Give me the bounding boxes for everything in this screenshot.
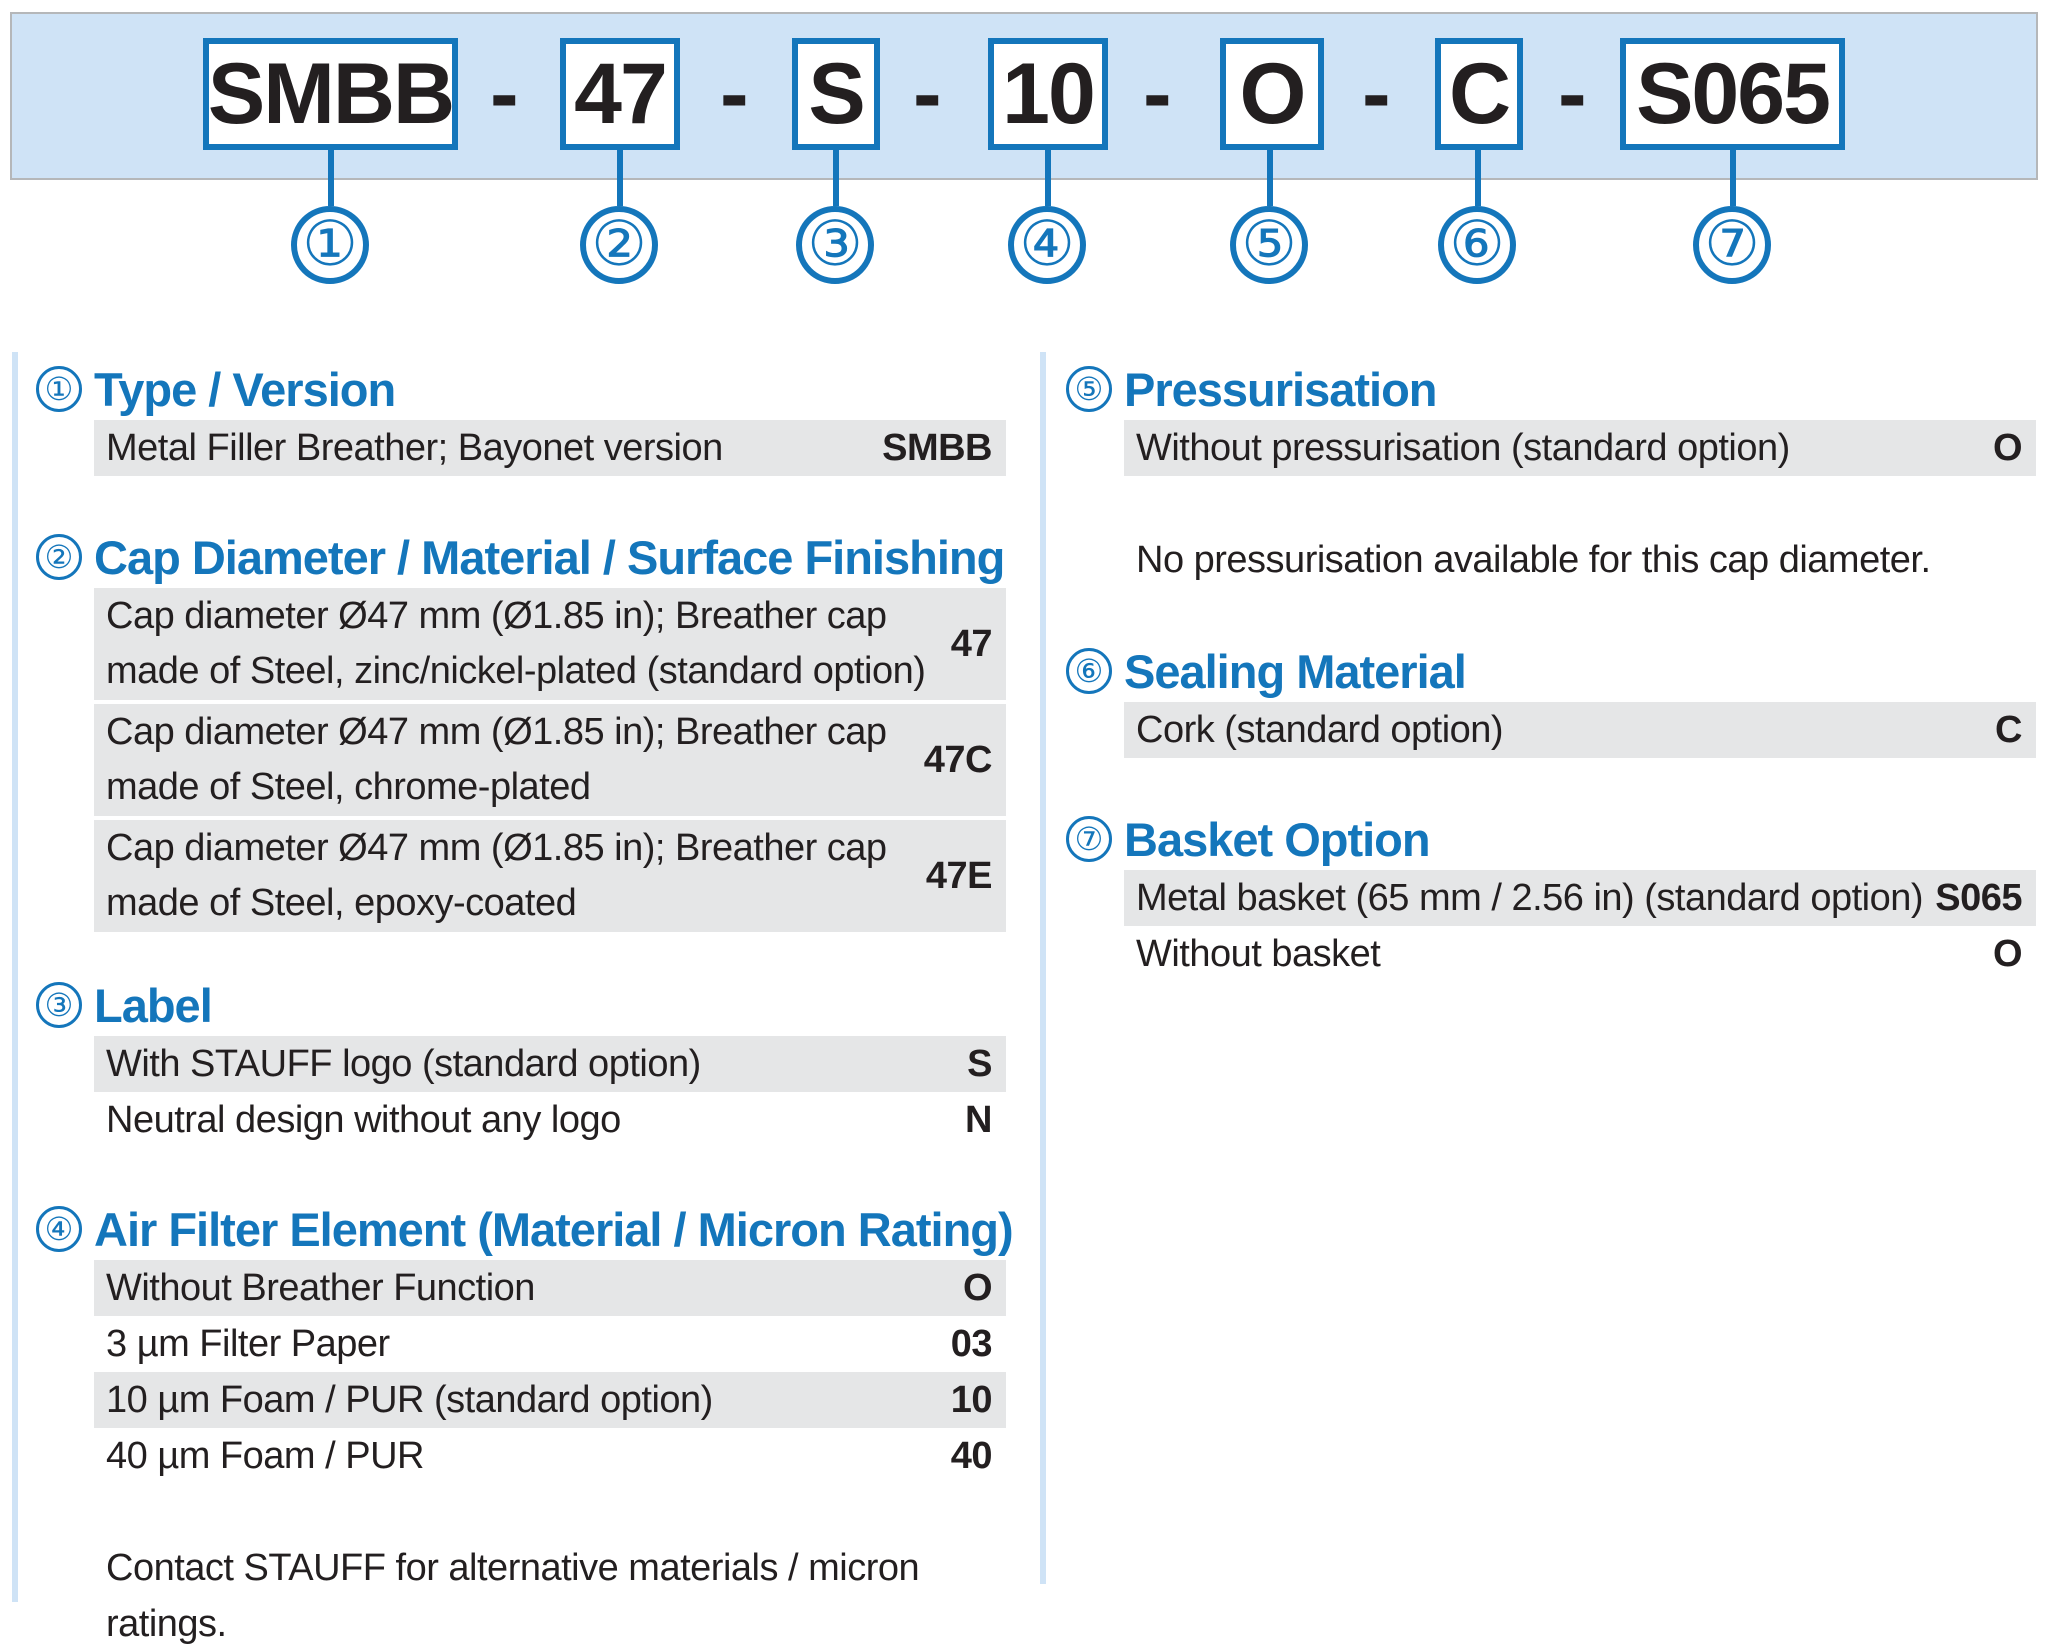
code-marker-5: ⑤ bbox=[1230, 206, 1308, 284]
option-rows bbox=[94, 420, 1006, 476]
option-description: Cap diameter Ø47 mm (Ø1.85 in); Breather cap made of Steel, chrome-plated bbox=[106, 711, 887, 808]
code-box-filter bbox=[988, 38, 1108, 150]
section-marker: ② bbox=[36, 534, 82, 580]
code-segment-cap: 47 bbox=[574, 45, 666, 142]
option-description: Cap diameter Ø47 mm (Ø1.85 in); Breather cap made of Steel, epoxy-coated bbox=[106, 827, 887, 924]
option-description: 40 µm Foam / PUR bbox=[106, 1434, 424, 1477]
option-rows bbox=[94, 588, 1006, 932]
code-connector bbox=[617, 148, 623, 206]
section-basket-option bbox=[1066, 808, 2036, 982]
option-description: Without pressurisation (standard option) bbox=[1136, 426, 1790, 469]
section-header bbox=[36, 526, 1006, 588]
section-header bbox=[1066, 640, 2036, 702]
section-marker: ⑦ bbox=[1066, 816, 1112, 862]
option-row bbox=[1124, 420, 2036, 476]
option-code: O bbox=[1992, 932, 2022, 975]
section-title: Sealing Material bbox=[1124, 644, 1466, 698]
option-code: 47C bbox=[923, 738, 992, 781]
option-description: Cork (standard option) bbox=[1136, 708, 1504, 751]
code-separator: - bbox=[1362, 46, 1391, 142]
option-code: 47E bbox=[925, 854, 992, 897]
code-segment-type: SMBB bbox=[207, 45, 454, 142]
right-column-rule bbox=[1040, 352, 1046, 1584]
option-description: Metal Filler Breather; Bayonet version bbox=[106, 426, 723, 469]
option-rows bbox=[1124, 420, 2036, 476]
option-row bbox=[94, 1036, 1006, 1092]
option-code: C bbox=[1995, 708, 2022, 751]
code-connector bbox=[833, 148, 839, 206]
section-sealing-material bbox=[1066, 640, 2036, 758]
section-header bbox=[36, 1198, 1013, 1260]
code-marker-2: ② bbox=[580, 206, 658, 284]
option-rows bbox=[1124, 870, 2036, 982]
section-air-filter bbox=[36, 1198, 1013, 1484]
code-segment-pressurisation: O bbox=[1239, 45, 1305, 142]
option-description: 10 µm Foam / PUR (standard option) bbox=[106, 1378, 713, 1421]
option-code: 40 bbox=[950, 1434, 992, 1477]
option-row bbox=[94, 1372, 1006, 1428]
section-type-version bbox=[36, 358, 1006, 476]
section-pressurisation bbox=[1066, 358, 2036, 476]
option-description: Without basket bbox=[1136, 932, 1381, 975]
option-description: Neutral design without any logo bbox=[106, 1098, 621, 1141]
section-title: Label bbox=[94, 978, 212, 1032]
section-title: Cap Diameter / Material / Surface Finishing bbox=[94, 530, 1005, 584]
option-code: 10 bbox=[950, 1378, 992, 1421]
option-row bbox=[94, 420, 1006, 476]
option-description: 3 µm Filter Paper bbox=[106, 1322, 390, 1365]
code-box-basket bbox=[1620, 38, 1845, 150]
code-box-cap bbox=[560, 38, 680, 150]
option-description: Without Breather Function bbox=[106, 1266, 535, 1309]
filter-note: Contact STAUFF for alternative materials / micron ratings. bbox=[106, 1547, 920, 1645]
code-marker-7: ⑦ bbox=[1693, 206, 1771, 284]
section-marker: ⑥ bbox=[1066, 648, 1112, 694]
option-rows bbox=[94, 1260, 1006, 1484]
option-row bbox=[94, 704, 1006, 816]
option-rows bbox=[94, 1036, 1006, 1148]
code-connector bbox=[1730, 148, 1736, 206]
section-title: Pressurisation bbox=[1124, 362, 1437, 416]
code-segment-sealing: C bbox=[1448, 45, 1510, 142]
section-header bbox=[1066, 808, 2036, 870]
code-connector bbox=[1045, 148, 1051, 206]
option-row bbox=[1124, 702, 2036, 758]
code-marker-3: ③ bbox=[796, 206, 874, 284]
option-code: N bbox=[965, 1098, 992, 1141]
code-connector bbox=[1267, 148, 1273, 206]
section-marker: ④ bbox=[36, 1206, 82, 1252]
code-box-label bbox=[792, 38, 880, 150]
section-title: Air Filter Element (Material / Micron Rating) bbox=[94, 1202, 1013, 1256]
option-description: Metal basket (65 mm / 2.56 in) (standard option) bbox=[1136, 876, 1924, 919]
option-row bbox=[94, 588, 1006, 700]
pressurisation-note: No pressurisation available for this cap diameter. bbox=[1136, 539, 1931, 581]
option-row bbox=[1124, 870, 2036, 926]
option-row bbox=[94, 1316, 1006, 1372]
section-header bbox=[36, 974, 1006, 1036]
code-separator: - bbox=[1143, 46, 1172, 142]
code-box-sealing bbox=[1435, 38, 1523, 150]
section-cap-diameter bbox=[36, 526, 1006, 932]
option-row bbox=[94, 1260, 1006, 1316]
section-label bbox=[36, 974, 1006, 1148]
section-header bbox=[36, 358, 1006, 420]
section-marker: ⑤ bbox=[1066, 366, 1112, 412]
section-marker: ③ bbox=[36, 982, 82, 1028]
code-marker-4: ④ bbox=[1008, 206, 1086, 284]
option-row bbox=[94, 1092, 1006, 1148]
option-code: SMBB bbox=[882, 426, 992, 469]
option-code: 47 bbox=[950, 622, 992, 665]
option-row bbox=[1124, 926, 2036, 982]
option-code: S065 bbox=[1935, 876, 2022, 919]
option-description: Cap diameter Ø47 mm (Ø1.85 in); Breather cap made of Steel, zinc/nickel-plated (standard option) bbox=[106, 595, 926, 692]
option-code: 03 bbox=[950, 1322, 992, 1365]
code-marker-1: ① bbox=[291, 206, 369, 284]
code-separator: - bbox=[1558, 46, 1587, 142]
option-code: S bbox=[967, 1042, 992, 1085]
option-code: O bbox=[962, 1266, 992, 1309]
code-segment-basket: S065 bbox=[1636, 45, 1829, 142]
option-row bbox=[94, 820, 1006, 932]
section-header bbox=[1066, 358, 2036, 420]
left-column-rule bbox=[12, 352, 18, 1602]
option-description: With STAUFF logo (standard option) bbox=[106, 1042, 701, 1085]
section-title: Type / Version bbox=[94, 362, 396, 416]
code-box-pressurisation bbox=[1220, 38, 1324, 150]
code-connector bbox=[1475, 148, 1481, 206]
code-marker-6: ⑥ bbox=[1438, 206, 1516, 284]
section-marker: ① bbox=[36, 366, 82, 412]
code-segment-filter: 10 bbox=[1002, 45, 1094, 142]
option-rows bbox=[1124, 702, 2036, 758]
section-title: Basket Option bbox=[1124, 812, 1430, 866]
code-box-type bbox=[203, 38, 458, 150]
code-segment-label: S bbox=[808, 45, 864, 142]
code-connector bbox=[328, 148, 334, 206]
code-separator: - bbox=[720, 46, 749, 142]
code-separator: - bbox=[490, 46, 519, 142]
code-separator: - bbox=[913, 46, 942, 142]
option-row bbox=[94, 1428, 1006, 1484]
option-code: O bbox=[1992, 426, 2022, 469]
